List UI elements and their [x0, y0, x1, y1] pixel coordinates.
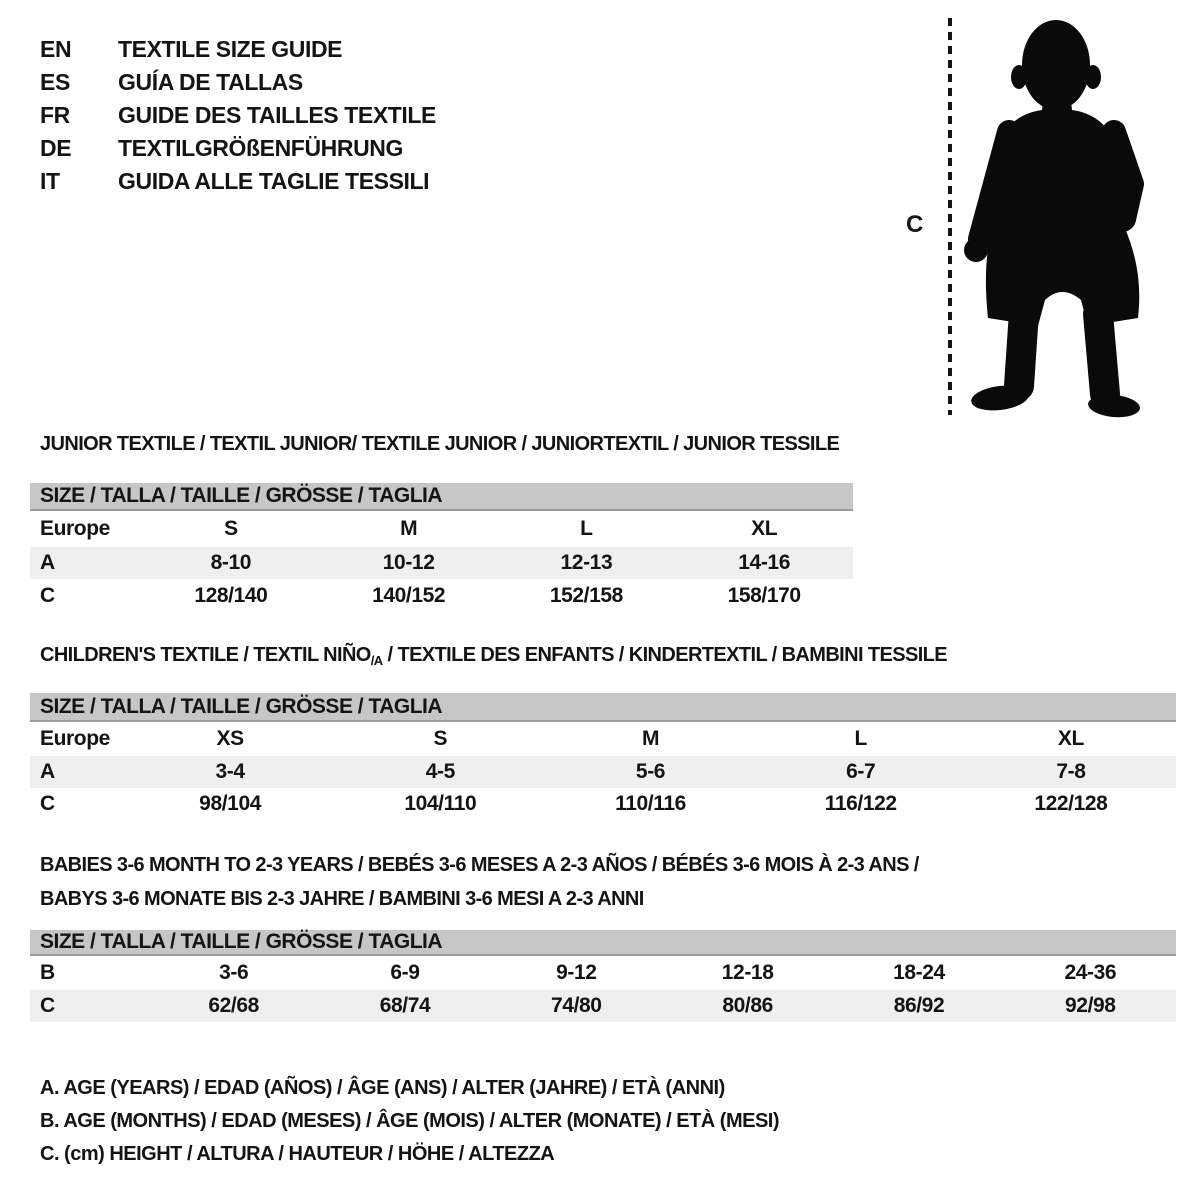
table-cell: 104/110 [404, 792, 477, 815]
table-cell: 122/128 [1034, 792, 1108, 815]
table-row [30, 579, 853, 613]
children-section-title [40, 644, 947, 667]
language-code: DE [40, 135, 72, 161]
table-cell: L [580, 517, 593, 540]
table-cell: 92/98 [1065, 994, 1116, 1017]
table-cell: 18-24 [893, 961, 945, 984]
table-cell: 7-8 [1056, 760, 1086, 783]
row-label: A [40, 551, 55, 574]
table-cell: XL [1057, 727, 1084, 750]
table-cell: 5-6 [635, 760, 666, 783]
legend-line-a: A. AGE (YEARS) / EDAD (AÑOS) / ÂGE (ANS) / ALTER (JAHRE) / ETÀ (ANNI) [40, 1077, 725, 1099]
language-row-fr [40, 99, 436, 132]
legend-line-c: C. (cm) HEIGHT / ALTURA / HAUTEUR / HÖHE / ALTEZZA [40, 1143, 555, 1165]
table-cell: XL [751, 517, 778, 540]
guide-title-fr: GUIDE DES TAILLES TEXTILE [118, 102, 436, 128]
table-cell: 62/68 [208, 994, 259, 1017]
junior-section-title: JUNIOR TEXTILE / TEXTIL JUNIOR/ TEXTILE JUNIOR / JUNIORTEXTIL / JUNIOR TESSILE [40, 433, 840, 455]
table-row [30, 756, 1176, 788]
row-label: Europe [40, 517, 110, 540]
table-cell: 110/116 [615, 792, 686, 815]
table-cell: 116/122 [824, 792, 897, 815]
table-cell: M [641, 727, 660, 750]
language-row-it [40, 165, 436, 198]
size-header-bar: SIZE / TALLA / TAILLE / GRÖSSE / TAGLIA [30, 930, 1176, 956]
language-code: ES [40, 69, 70, 95]
row-label: A [40, 760, 55, 783]
junior-table-rows [30, 511, 853, 613]
table-cell: 86/92 [893, 994, 945, 1017]
table-row [30, 511, 853, 547]
children-title-prefix: CHILDREN'S TEXTILE / TEXTIL NIÑO [40, 644, 371, 666]
babies-section-title [40, 848, 919, 916]
guide-title-it: GUIDA ALLE TAGLIE TESSILI [118, 168, 430, 194]
babies-title-line1: BABIES 3-6 MONTH TO 2-3 YEARS / BEBÉS 3-6 MESES A 2-3 AÑOS / BÉBÉS 3-6 MOIS À 2-3 ANS / [40, 854, 919, 876]
language-row-en [40, 33, 436, 66]
table-cell: S [433, 727, 448, 750]
babies-size-table [30, 930, 1176, 1022]
junior-size-table [30, 483, 853, 613]
table-cell: 3-6 [219, 961, 249, 984]
table-row [30, 956, 1176, 990]
height-measure-dashed-line [948, 18, 952, 415]
size-header-bar: SIZE / TALLA / TAILLE / GRÖSSE / TAGLIA [30, 483, 853, 511]
guide-title-es: GUÍA DE TALLAS [118, 69, 303, 95]
table-cell: L [854, 727, 867, 750]
language-row-de [40, 132, 436, 165]
babies-table-rows [30, 956, 1176, 1022]
children-table-rows [30, 722, 1176, 820]
language-code: FR [40, 102, 70, 128]
row-label: C [40, 584, 55, 607]
table-cell: 158/170 [727, 584, 801, 607]
language-code: IT [40, 168, 60, 194]
guide-title-de: TEXTILGRÖßENFÜHRUNG [118, 135, 403, 161]
legend-line-b: B. AGE (MONTHS) / EDAD (MESES) / ÂGE (MOIS) / ALTER (MONATE) / ETÀ (MESI) [40, 1110, 780, 1132]
table-cell: 4-5 [425, 760, 455, 783]
language-code: EN [40, 36, 72, 62]
measure-legend [40, 1072, 779, 1171]
table-row [30, 722, 1176, 756]
guide-title-en: TEXTILE SIZE GUIDE [118, 36, 343, 62]
table-cell: 12-18 [721, 961, 774, 984]
table-cell: M [400, 517, 418, 540]
row-label: Europe [40, 727, 110, 750]
children-title-suffix: / TEXTILE DES ENFANTS / KINDERTEXTIL / BAMBINI TESSILE [382, 644, 948, 666]
table-cell: 152/158 [549, 584, 623, 607]
table-cell: 24-36 [1064, 961, 1117, 984]
table-row [30, 990, 1176, 1022]
table-cell: 6-7 [846, 760, 876, 783]
children-size-table [30, 693, 1176, 820]
table-cell: XS [216, 727, 244, 750]
table-cell: 8-10 [210, 551, 252, 574]
baby-silhouette-icon [962, 14, 1162, 418]
table-cell: 80/86 [722, 994, 773, 1017]
table-cell: S [224, 517, 238, 540]
table-row [30, 788, 1176, 820]
table-cell: 6-9 [390, 961, 420, 984]
table-cell: 98/104 [199, 792, 262, 815]
row-label: C [40, 792, 55, 815]
row-label: C [40, 994, 55, 1017]
table-cell: 14-16 [738, 551, 790, 574]
table-cell: 9-12 [556, 961, 597, 984]
children-title-subscript: /A [370, 653, 383, 668]
row-label: B [40, 961, 55, 984]
table-cell: 140/152 [372, 584, 446, 607]
table-cell: 74/80 [551, 994, 602, 1017]
table-cell: 68/74 [379, 994, 431, 1017]
table-cell: 12-13 [560, 551, 613, 574]
table-cell: 128/140 [194, 584, 268, 607]
table-cell: 10-12 [382, 551, 435, 574]
table-row [30, 547, 853, 579]
language-header [40, 33, 436, 198]
babies-title-line2: BABYS 3-6 MONATE BIS 2-3 JAHRE / BAMBINI 3-6 MESI A 2-3 ANNI [40, 888, 644, 910]
table-cell: 3-4 [215, 760, 245, 783]
height-measure-label: C [906, 211, 924, 238]
size-header-bar: SIZE / TALLA / TAILLE / GRÖSSE / TAGLIA [30, 693, 1176, 722]
language-row-es [40, 66, 436, 99]
